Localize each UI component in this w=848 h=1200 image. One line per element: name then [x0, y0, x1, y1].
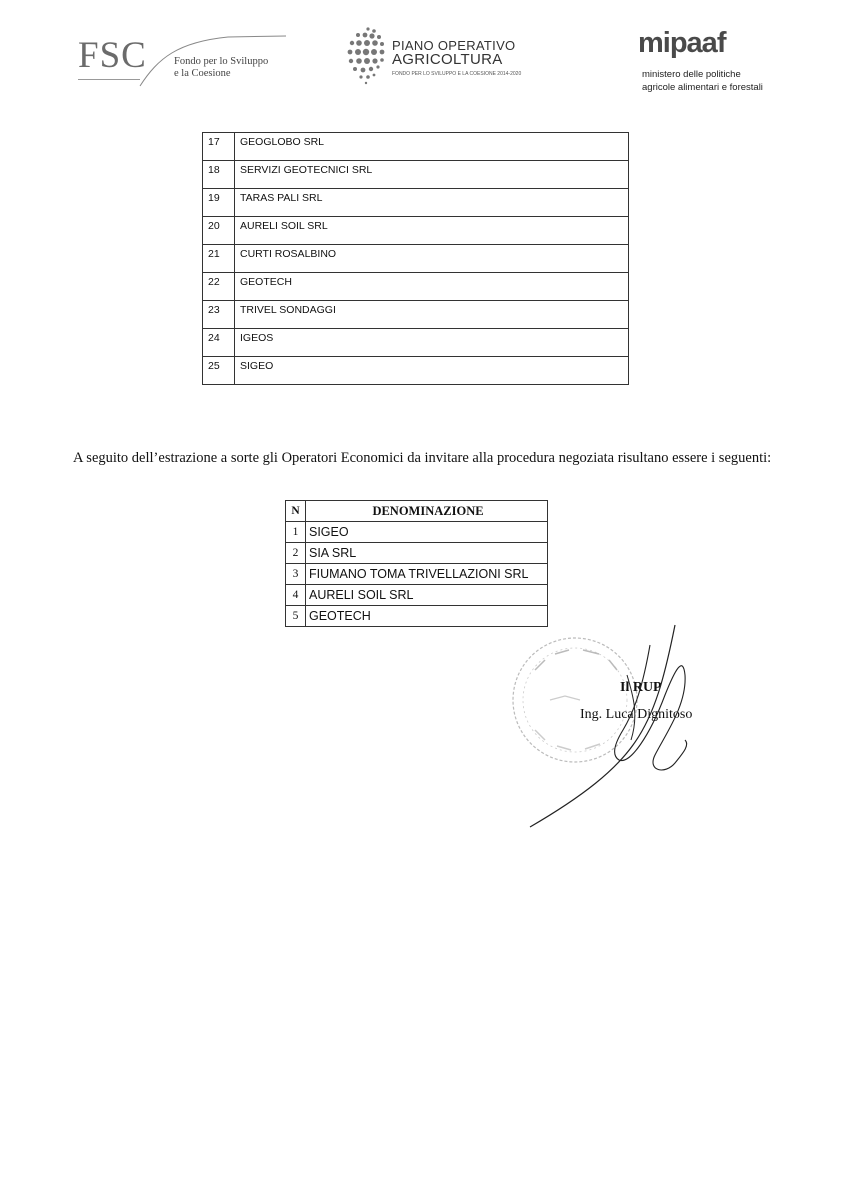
row-number: 21	[203, 245, 235, 273]
row-number: 22	[203, 273, 235, 301]
table-row	[286, 606, 548, 627]
operator-name: SIGEO	[306, 522, 548, 543]
table-row	[203, 301, 629, 329]
poa-logo-line2: AGRICOLTURA	[392, 51, 503, 68]
operator-name: FIUMANO TOMA TRIVELLAZIONI SRL	[306, 564, 548, 585]
row-number: 5	[286, 606, 306, 627]
row-number: 4	[286, 585, 306, 606]
row-number: 23	[203, 301, 235, 329]
table-row	[286, 564, 548, 585]
mipaaf-logo-line1: ministero delle politiche	[642, 69, 741, 80]
table-row	[203, 245, 629, 273]
row-number: 3	[286, 564, 306, 585]
poa-logo-line3: FONDO PER LO SVILUPPO E LA COESIONE 2014-2020	[392, 71, 522, 77]
mipaaf-logo-line2: agricole alimentari e forestali	[642, 82, 763, 93]
body-paragraph: A seguito dell’estrazione a sorte gli Operatori Economici da invitare alla procedura negoziata risultano essere i seguenti:	[73, 450, 772, 466]
table-row	[286, 543, 548, 564]
table-row	[203, 217, 629, 245]
row-number: 2	[286, 543, 306, 564]
column-header-n: N	[286, 501, 306, 522]
fsc-logo-line2: e la Coesione	[174, 68, 231, 79]
row-number: 24	[203, 329, 235, 357]
table-row	[203, 329, 629, 357]
column-header-denominazione: DENOMINAZIONE	[306, 501, 548, 522]
row-number: 19	[203, 189, 235, 217]
table-row	[203, 133, 629, 161]
operator-name: IGEOS	[235, 329, 629, 357]
table-row	[203, 357, 629, 385]
signature-title: Il RUP	[620, 680, 662, 695]
operator-name: GEOGLOBO SRL	[235, 133, 629, 161]
operator-name: SIGEO	[235, 357, 629, 385]
dot-globe-graphic	[344, 25, 390, 87]
poa-logo-line1: PIANO OPERATIVO	[392, 38, 516, 53]
operator-name: TRIVEL SONDAGGI	[235, 301, 629, 329]
operator-name: AURELI SOIL SRL	[235, 217, 629, 245]
fsc-logo-line1: Fondo per lo Sviluppo	[174, 56, 269, 67]
table-row	[203, 161, 629, 189]
handwritten-signature	[515, 615, 705, 835]
row-number: 17	[203, 133, 235, 161]
table-row	[203, 189, 629, 217]
fsc-logo-mark: FSC	[78, 35, 147, 76]
operator-name: GEOTECH	[235, 273, 629, 301]
letterhead	[0, 0, 848, 110]
fsc-underline	[78, 79, 140, 80]
mipaaf-logo-mark: mipaaf	[638, 27, 726, 59]
table-header-row	[286, 501, 548, 522]
selected-operators-table	[285, 500, 548, 627]
operator-name: AURELI SOIL SRL	[306, 585, 548, 606]
row-number: 1	[286, 522, 306, 543]
row-number: 20	[203, 217, 235, 245]
operator-name: TARAS PALI SRL	[235, 189, 629, 217]
table-row	[286, 585, 548, 606]
operator-name: SERVIZI GEOTECNICI SRL	[235, 161, 629, 189]
row-number: 18	[203, 161, 235, 189]
operator-name: CURTI ROSALBINO	[235, 245, 629, 273]
table-row	[203, 273, 629, 301]
signature-name: Ing. Luca Dignitoso	[580, 707, 693, 722]
row-number: 25	[203, 357, 235, 385]
operator-name: SIA SRL	[306, 543, 548, 564]
table-row	[286, 522, 548, 543]
operator-name: GEOTECH	[306, 606, 548, 627]
operators-list-table	[202, 132, 629, 385]
